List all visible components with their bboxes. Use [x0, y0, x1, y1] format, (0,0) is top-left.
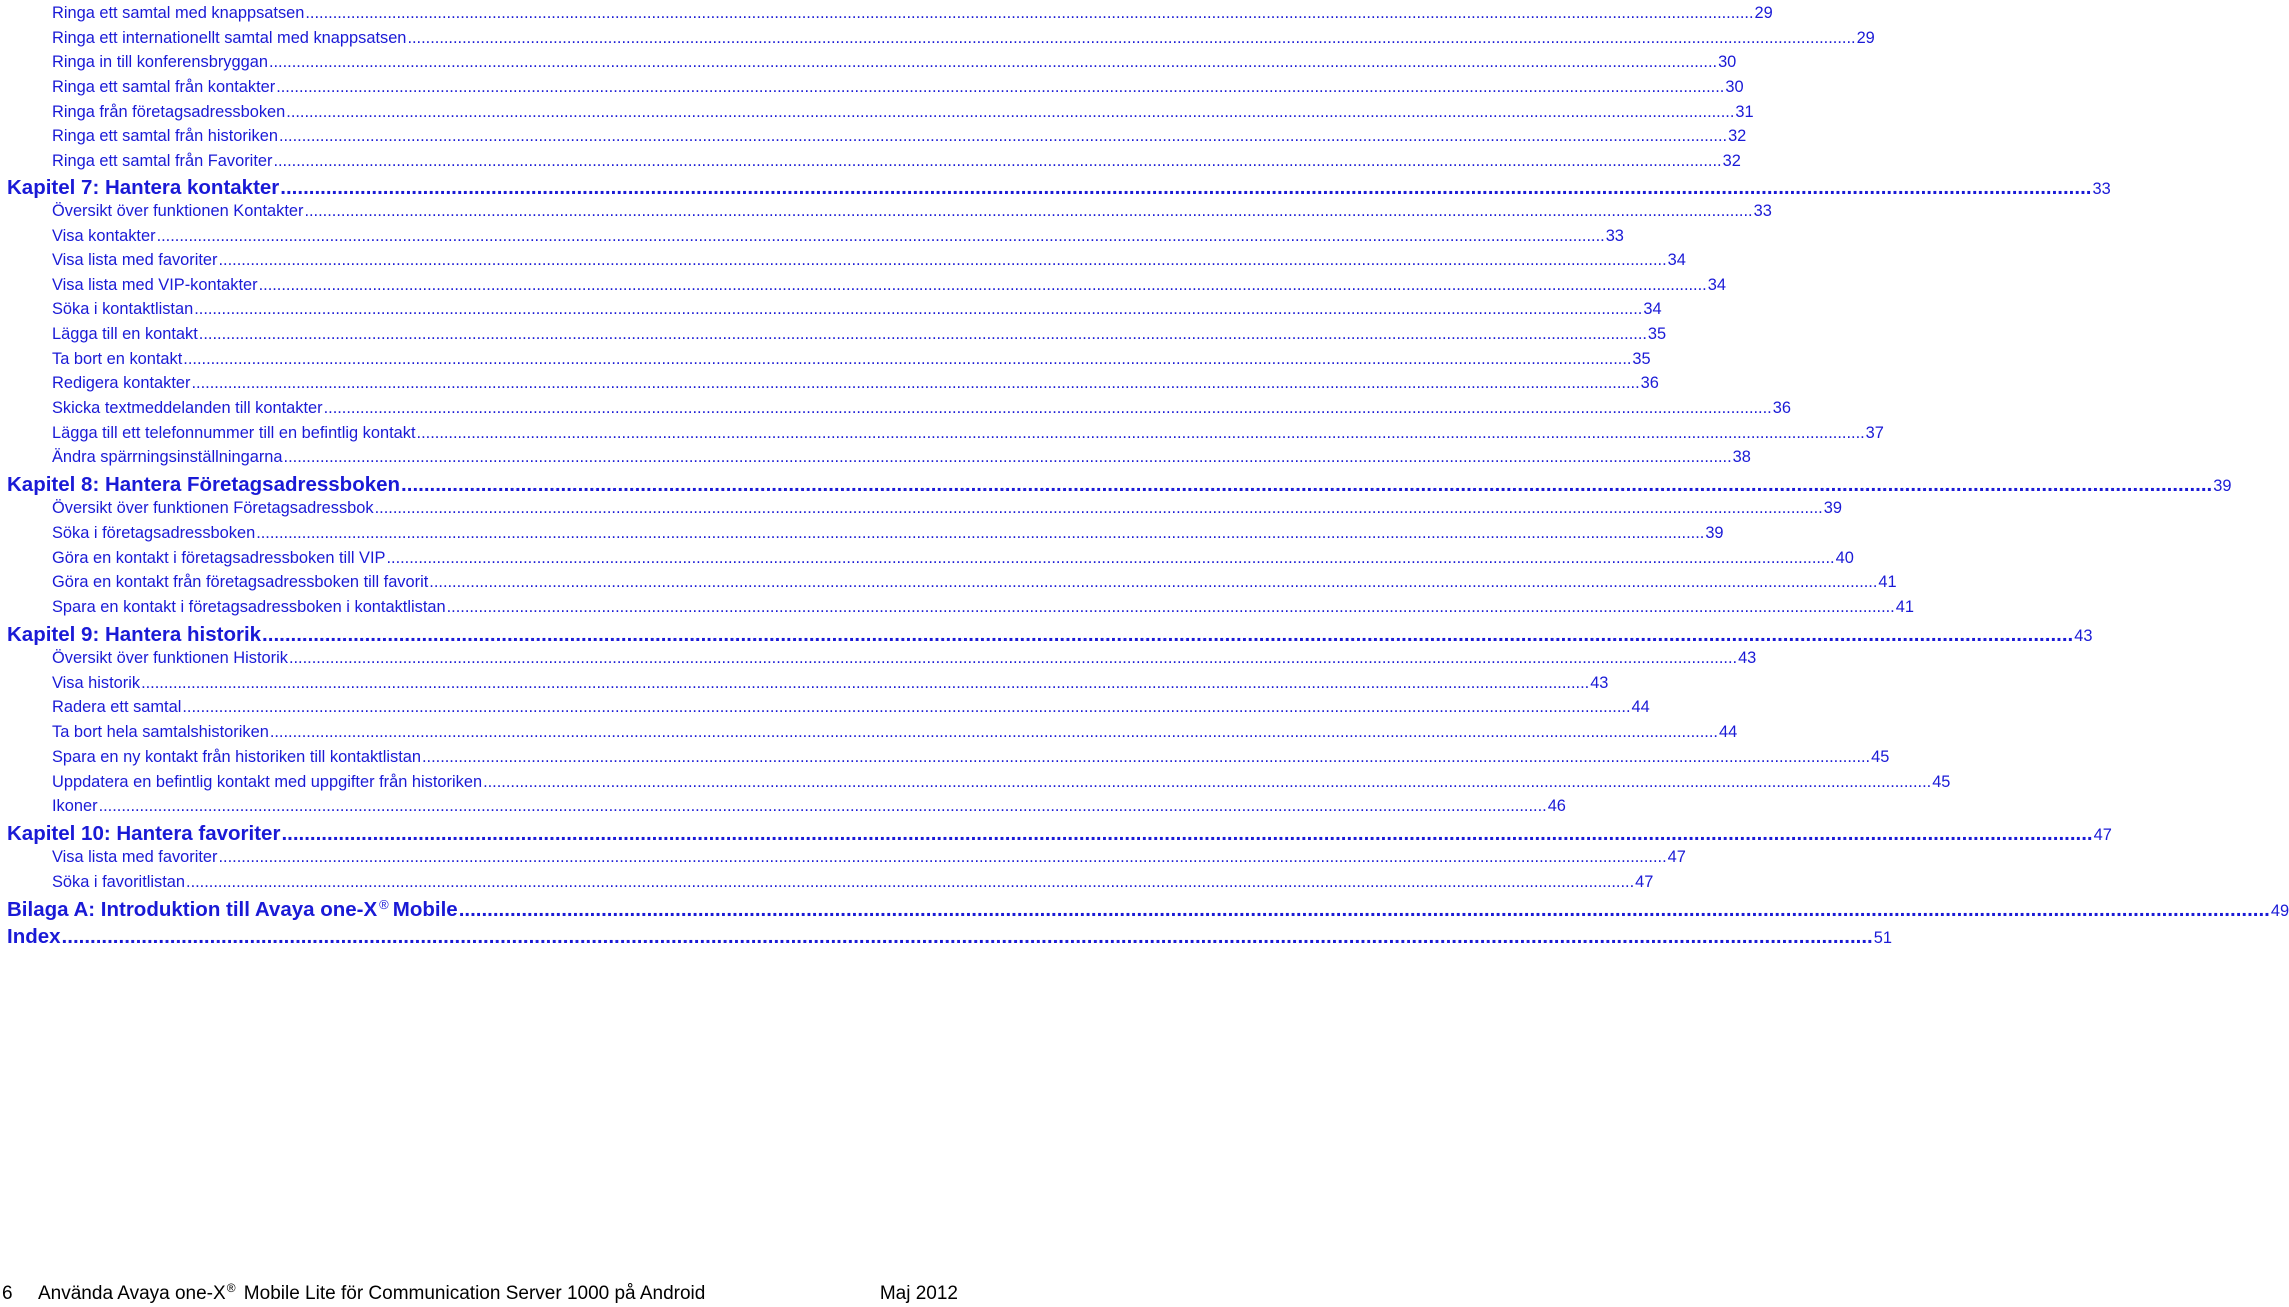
toc-page-number: 39 [1823, 499, 1842, 517]
toc-page-number: 32 [1722, 152, 1741, 170]
toc-dot-leader [304, 202, 1752, 221]
toc-entry-title: Skicka textmeddelanden till kontakter [52, 399, 323, 417]
toc-dot-leader [62, 925, 1873, 949]
toc-entry-title: Kapitel 10: Hantera favoriter [7, 822, 281, 845]
toc-dot-leader [417, 424, 1865, 443]
footer-title-suffix: Mobile Lite för Communication Server 1000 på Android [238, 1283, 706, 1304]
toc-entry-title: Kapitel 9: Hantera historik [7, 623, 262, 646]
toc-dot-leader [422, 748, 1870, 767]
toc-chapter-link[interactable] [7, 822, 2112, 848]
toc-entry-title: Spara en ny kontakt från historiken till kontaktlistan [52, 748, 421, 766]
toc-entry-title: Översikt över funktionen Historik [52, 649, 288, 667]
toc-entry-title: Kapitel 7: Hantera kontakter [7, 176, 280, 199]
toc-page-number: 44 [1718, 723, 1738, 741]
toc-section-link[interactable] [52, 399, 1791, 421]
toc-page-number: 34 [1667, 251, 1686, 269]
toc-chapter-link[interactable] [7, 176, 2111, 202]
toc-section-link[interactable] [52, 723, 1738, 745]
toc-section-link[interactable] [52, 797, 1566, 819]
toc-section-link[interactable] [52, 649, 1757, 671]
toc-page-number: 45 [1871, 748, 1890, 766]
toc-dot-leader [279, 127, 1727, 146]
toc-section-link[interactable] [52, 374, 1659, 396]
toc-dot-leader [401, 473, 2212, 497]
toc-section-link[interactable] [52, 251, 1686, 273]
toc-dot-leader [375, 499, 1823, 518]
toc-page-number: 39 [1705, 524, 1724, 542]
toc-page-number: 46 [1547, 797, 1566, 815]
toc-page-number: 38 [1732, 448, 1751, 466]
toc-entry-title: Bilaga A: Introduktion till Avaya one-X [7, 898, 378, 921]
toc-entry-title: Söka i företagsadressboken [52, 524, 256, 542]
toc-entry-title: Ringa ett internationellt samtal med knappsatsen [52, 29, 407, 47]
toc-section-link[interactable] [52, 598, 1914, 620]
toc-chapter-link[interactable] [7, 897, 2289, 924]
toc-page-number: 30 [1718, 53, 1737, 71]
toc-section-link[interactable] [52, 4, 1773, 26]
toc-entry-title: Ringa ett samtal från Favoriter [52, 152, 273, 170]
toc-entry-title: Uppdatera en befintlig kontakt med uppgifter från historiken [52, 773, 483, 791]
toc-entry-title: Söka i favoritlistan [52, 873, 186, 891]
toc-page-number: 33 [2092, 180, 2111, 198]
toc-entry-title: Ringa ett samtal från kontakter [52, 78, 276, 96]
toc-section-link[interactable] [52, 674, 1609, 696]
toc-dot-leader [157, 227, 1605, 246]
toc-dot-leader [256, 524, 1704, 543]
toc-page-number: 30 [1725, 78, 1744, 96]
toc-dot-leader [199, 325, 1647, 344]
toc-page-number: 41 [1895, 598, 1914, 616]
toc-dot-leader [407, 29, 1855, 48]
toc-entry-title: Radera ett samtal [52, 698, 182, 716]
toc-dot-leader [286, 103, 1734, 122]
toc-section-link[interactable] [52, 78, 1744, 100]
toc-dot-leader [192, 374, 1640, 393]
toc-entry-title: Ringa ett samtal med knappsatsen [52, 4, 305, 22]
toc-entry-title: Visa lista med favoriter [52, 251, 218, 269]
toc-page-number: 37 [1865, 424, 1884, 442]
toc-chapter-link[interactable] [7, 623, 2093, 649]
toc-dot-leader [273, 152, 1721, 171]
toc-section-link[interactable] [52, 103, 1754, 125]
toc-dot-leader [186, 873, 1634, 892]
toc-dot-leader [289, 649, 1737, 668]
toc-dot-leader [183, 350, 1631, 369]
toc-entry-title: Ikoner [52, 797, 98, 815]
toc-dot-leader [270, 723, 1718, 742]
footer-title-prefix: Använda Avaya one-X [38, 1283, 226, 1304]
toc-entry-title: Göra en kontakt från företagsadressboken till favorit [52, 573, 429, 591]
toc-section-link[interactable] [52, 698, 1650, 720]
page-footer [0, 1283, 960, 1307]
toc-entry-title: Index [7, 925, 61, 948]
toc-page-number: 35 [1632, 350, 1651, 368]
footer-document-title [38, 1283, 705, 1305]
toc-page-number: 43 [1590, 674, 1609, 692]
toc-page-number: 49 [2270, 902, 2289, 920]
toc-section-link[interactable] [52, 152, 1741, 174]
toc-entry-title: Redigera kontakter [52, 374, 191, 392]
toc-dot-leader [276, 78, 1724, 97]
toc-section-link[interactable] [52, 848, 1686, 870]
footer-date: Maj 2012 [879, 1283, 958, 1304]
toc-page-number: 36 [1640, 374, 1659, 392]
toc-page-number: 36 [1772, 399, 1791, 417]
toc-page-number: 34 [1707, 276, 1726, 294]
toc-section-link[interactable] [52, 549, 1854, 571]
toc-entry-title-suffix: Mobile [392, 898, 458, 921]
toc-dot-leader [259, 276, 1707, 295]
toc-entry-title: Kapitel 8: Hantera Företagsadressboken [7, 473, 401, 496]
toc-page-number: 47 [1635, 873, 1654, 891]
registered-trademark-icon: ® [379, 897, 389, 912]
toc-page-number: 44 [1631, 698, 1650, 716]
toc-dot-leader [280, 176, 2091, 200]
toc-dot-leader [141, 674, 1589, 693]
toc-entry-title: Ringa ett samtal från historiken [52, 127, 278, 145]
toc-page-number: 39 [2213, 477, 2232, 495]
toc-section-link[interactable] [52, 573, 1897, 595]
toc-entry-title: Visa historik [52, 674, 141, 692]
toc-dot-leader [284, 448, 1732, 467]
toc-entry-title: Ta bort en kontakt [52, 350, 183, 368]
toc-section-link[interactable] [52, 53, 1737, 75]
toc-dot-leader [305, 4, 1753, 23]
toc-dot-leader [429, 573, 1877, 592]
toc-section-link[interactable] [52, 325, 1667, 347]
toc-section-link[interactable] [52, 773, 1951, 795]
toc-page-number: 47 [2093, 826, 2112, 844]
toc-chapter-link[interactable] [7, 925, 1892, 951]
toc-entry-title: Visa kontakter [52, 227, 156, 245]
toc-page-number: 32 [1728, 127, 1747, 145]
toc-section-link[interactable] [52, 873, 1654, 895]
toc-dot-leader [219, 251, 1667, 270]
toc-dot-leader [262, 623, 2073, 647]
toc-page-number: 33 [1605, 227, 1624, 245]
toc-page-number: 34 [1643, 300, 1662, 318]
toc-section-link[interactable] [52, 350, 1651, 372]
toc-section-link[interactable] [52, 202, 1772, 224]
toc-section-link[interactable] [52, 127, 1747, 149]
toc-entry-title: Spara en kontakt i företagsadressboken i kontaktlistan [52, 598, 446, 616]
toc-entry-title: Översikt över funktionen Kontakter [52, 202, 304, 220]
toc-dot-leader [194, 300, 1642, 319]
toc-section-link[interactable] [52, 227, 1624, 249]
toc-entry-title: Ringa in till konferensbryggan [52, 53, 268, 71]
toc-entry-title: Översikt över funktionen Företagsadressbok [52, 499, 374, 517]
toc-section-link[interactable] [52, 300, 1662, 322]
toc-page-number: 41 [1878, 573, 1897, 591]
toc-dot-leader [324, 399, 1772, 418]
toc-page-number: 29 [1754, 4, 1773, 22]
toc-entry-title: Ringa från företagsadressboken [52, 103, 286, 121]
toc-entry-title: Ta bort hela samtalshistoriken [52, 723, 269, 741]
toc-page-number: 29 [1856, 29, 1875, 47]
toc-entry-title: Lägga till ett telefonnummer till en befintlig kontakt [52, 424, 416, 442]
toc-section-link[interactable] [52, 29, 1875, 51]
toc-entry-title: Göra en kontakt i företagsadressboken till VIP [52, 549, 386, 567]
toc-page-number: 43 [2074, 627, 2093, 645]
footer-page-number: 6 [2, 1283, 13, 1304]
toc-section-link[interactable] [52, 748, 1890, 770]
toc-section-link[interactable] [52, 524, 1724, 546]
toc-page-number: 43 [1738, 649, 1757, 667]
toc-dot-leader [219, 848, 1667, 867]
toc-dot-leader [447, 598, 1895, 617]
toc-entry-title: Visa lista med VIP-kontakter [52, 276, 258, 294]
toc-chapter-link[interactable] [7, 473, 2232, 499]
toc-page-number: 45 [1932, 773, 1951, 791]
toc-section-link[interactable] [52, 276, 1726, 298]
toc-dot-leader [269, 53, 1717, 72]
toc-page-number: 51 [1873, 929, 1892, 947]
toc-dot-leader [99, 797, 1547, 816]
toc-entry-title: Söka i kontaktlistan [52, 300, 194, 318]
registered-trademark-icon: ® [226, 1281, 236, 1295]
toc-entry-title: Lägga till en kontakt [52, 325, 198, 343]
toc-dot-leader [459, 898, 2270, 922]
toc-dot-leader [182, 698, 1630, 717]
toc-dot-leader [386, 549, 1834, 568]
toc-page-number: 35 [1647, 325, 1667, 343]
toc-dot-leader [281, 822, 2092, 846]
toc-section-link[interactable] [52, 424, 1884, 446]
toc-entry-title: Visa lista med favoriter [52, 848, 218, 866]
toc-page-number: 47 [1667, 848, 1686, 866]
toc-section-link[interactable] [52, 448, 1751, 470]
toc-page-number: 31 [1735, 103, 1754, 121]
toc-page-number: 40 [1835, 549, 1854, 567]
toc-section-link[interactable] [52, 499, 1842, 521]
toc-dot-leader [483, 773, 1931, 792]
toc-page-number: 33 [1753, 202, 1772, 220]
toc-entry-title: Ändra spärrningsinställningarna [52, 448, 283, 466]
